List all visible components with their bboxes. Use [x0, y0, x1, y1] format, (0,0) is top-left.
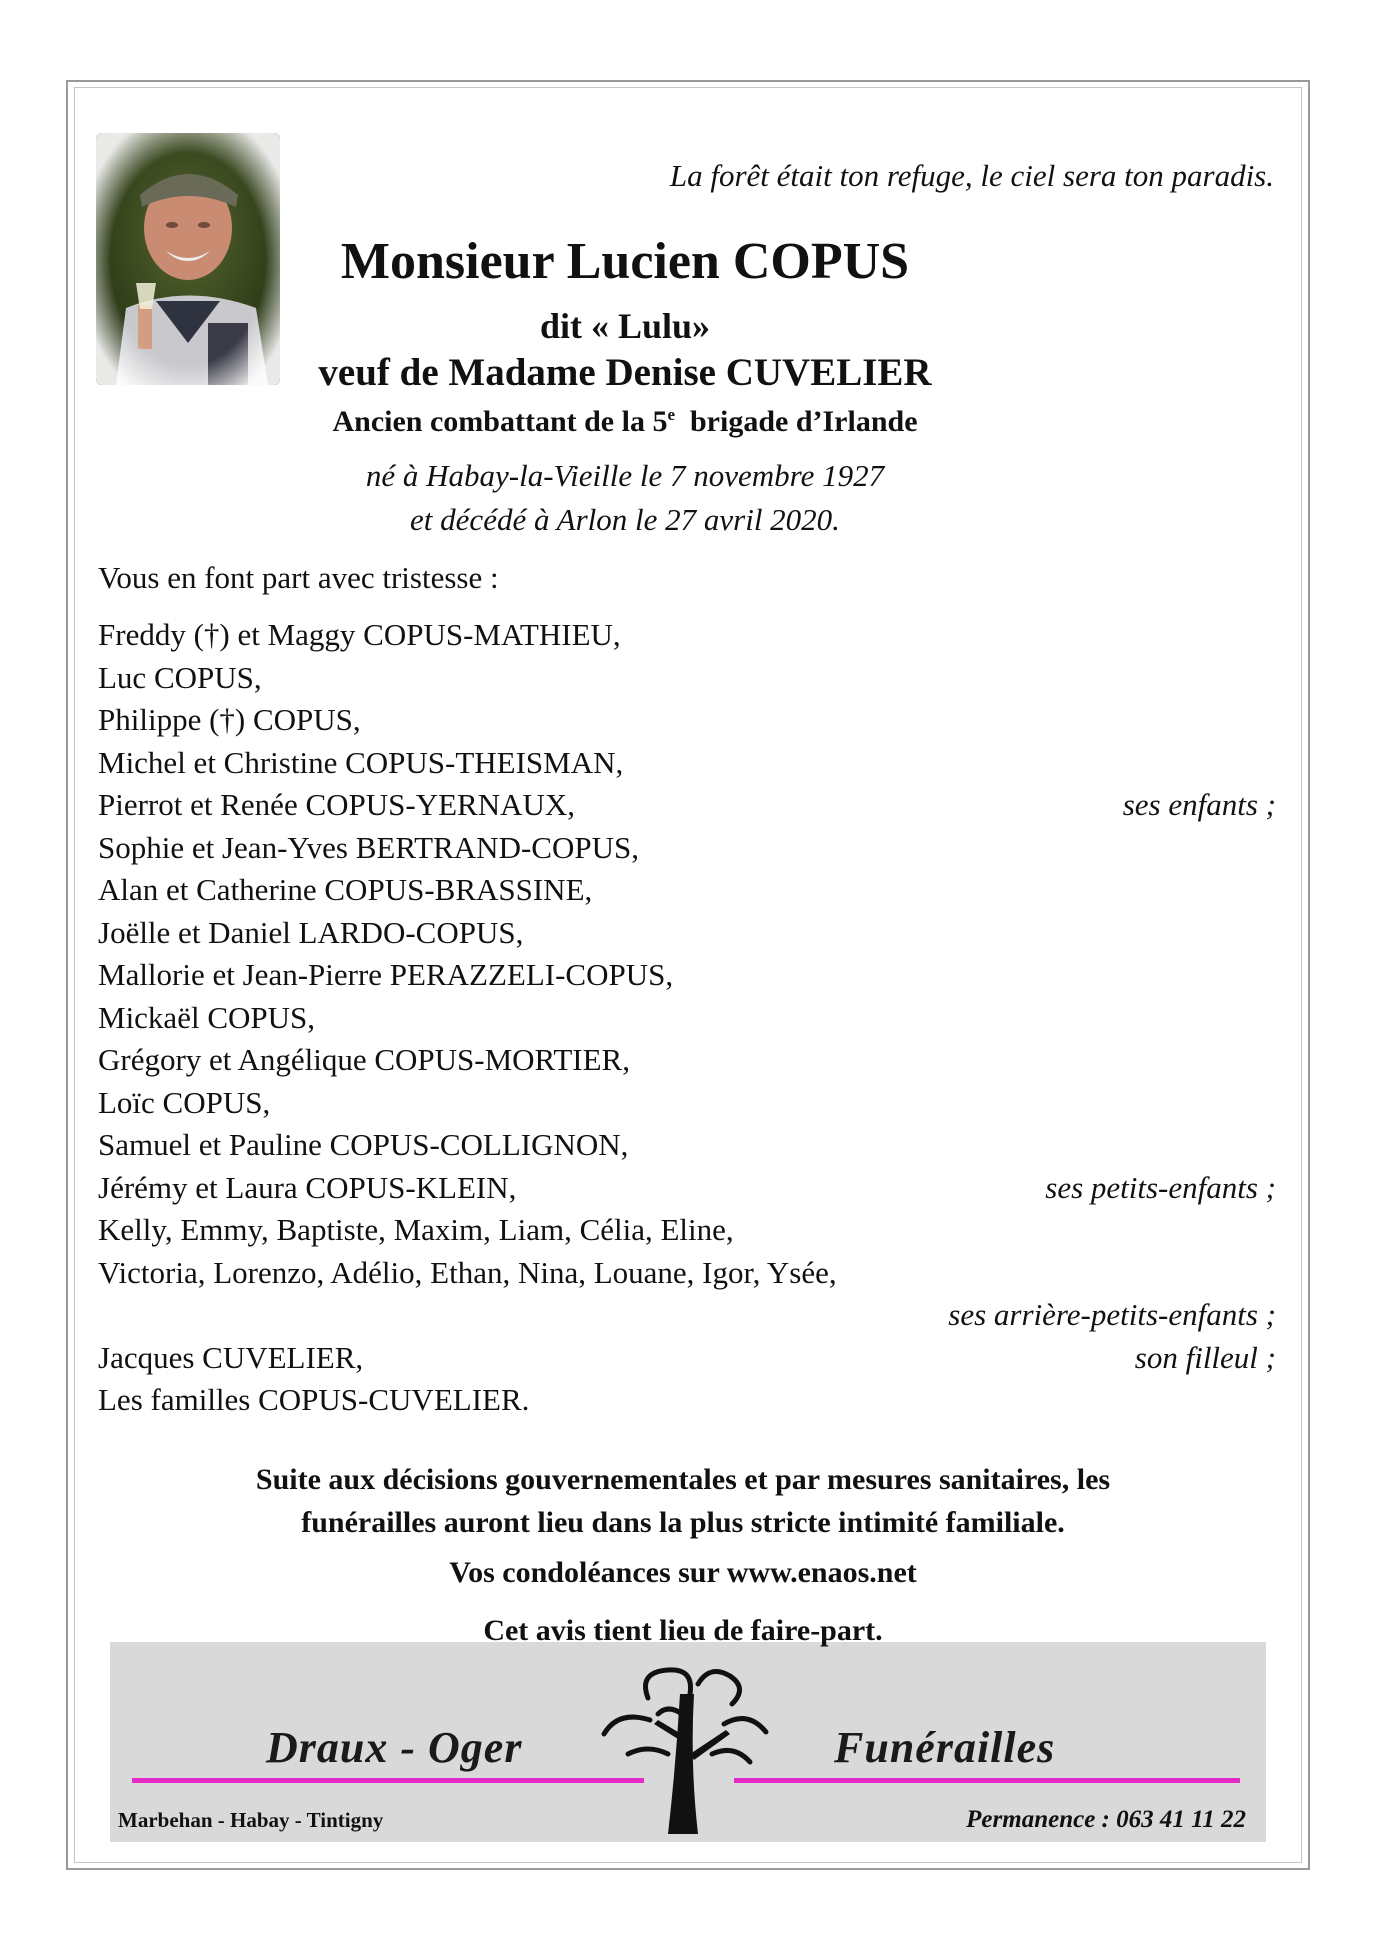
motto: La forêt était ton refuge, le ciel sera ton paradis. — [669, 158, 1274, 193]
veteran-line — [0, 405, 1314, 439]
family-row — [98, 1337, 1276, 1380]
locations: Marbehan - Habay - Tintigny — [118, 1808, 384, 1832]
family-names: Mallorie et Jean-Pierre PERAZZELI-COPUS, — [98, 957, 674, 992]
family-role: ses petits-enfants ; — [1045, 1169, 1276, 1205]
family-names: Philippe (†) COPUS, — [98, 702, 361, 737]
family-row — [98, 784, 1276, 827]
family-list — [98, 614, 1276, 1422]
family-row — [98, 657, 1276, 700]
death-line: et décédé à Arlon le 27 avril 2020. — [410, 502, 840, 537]
funeral-home-banner — [110, 1642, 1266, 1842]
family-names: Joëlle et Daniel LARDO-COPUS, — [98, 914, 524, 950]
family-names: Jacques CUVELIER, — [98, 1339, 364, 1375]
family-row — [98, 1124, 1276, 1167]
family-role: ses arrière-petits-enfants ; — [948, 1297, 1276, 1332]
family-row — [98, 1252, 1276, 1295]
family-names: Victoria, Lorenzo, Adélio, Ethan, Nina, Louane, Igor, Ysée, — [98, 1254, 837, 1290]
family-names: Kelly, Emmy, Baptiste, Maxim, Liam, Célia, Eline, — [98, 1212, 734, 1247]
sanitary-notice — [0, 1458, 1372, 1544]
family-names: Les familles COPUS-CUVELIER. — [98, 1382, 530, 1417]
family-row — [98, 1039, 1276, 1082]
condolences-line: Vos condoléances sur www.enaos.net — [449, 1556, 917, 1589]
family-row — [98, 1379, 1276, 1422]
family-names: Samuel et Pauline COPUS-COLLIGNON, — [98, 1127, 629, 1162]
family-names: Loïc COPUS, — [98, 1084, 271, 1120]
avis-line: Cet avis tient lieu de faire-part. — [483, 1614, 883, 1647]
veteran-superscript: e — [667, 405, 675, 424]
family-row — [98, 912, 1276, 955]
family-role: son filleul ; — [1134, 1339, 1276, 1375]
deceased-name: Monsieur Lucien COPUS — [340, 233, 910, 290]
family-row — [98, 997, 1276, 1040]
family-row — [98, 699, 1276, 742]
nickname: dit « Lulu» — [539, 306, 711, 346]
notice-line-1: Suite aux décisions gouvernementales et par mesures sanitaires, les — [255, 1463, 1111, 1496]
accent-line-left — [132, 1778, 644, 1783]
family-row — [98, 1209, 1276, 1252]
widow-of: veuf de Madame Denise CUVELIER — [318, 351, 932, 394]
permanence-phone: Permanence : 063 41 11 22 — [966, 1806, 1246, 1833]
family-row — [98, 1294, 1276, 1337]
family-row — [98, 1167, 1276, 1210]
family-row — [98, 954, 1276, 997]
veteran-prefix: Ancien combattant de la 5 — [332, 405, 668, 438]
family-names: Sophie et Jean-Yves BERTRAND-COPUS, — [98, 829, 639, 865]
family-role: ses enfants ; — [1122, 787, 1276, 822]
family-names: Jérémy et Laura COPUS-KLEIN, — [98, 1169, 517, 1205]
family-row — [98, 827, 1276, 870]
family-row — [98, 614, 1276, 657]
family-names: Alan et Catherine COPUS-BRASSINE, — [98, 872, 593, 907]
family-row — [98, 1082, 1276, 1125]
family-row — [98, 869, 1276, 912]
family-names: Grégory et Angélique COPUS-MORTIER, — [98, 1042, 630, 1077]
birth-line: né à Habay-la-Vieille le 7 novembre 1927 — [365, 458, 885, 493]
notice-line-2: funérailles auront lieu dans la plus stricte intimité familiale. — [301, 1506, 1065, 1539]
accent-line-right — [734, 1778, 1240, 1783]
family-names: Mickaël COPUS, — [98, 999, 315, 1035]
family-names: Michel et Christine COPUS-THEISMAN, — [98, 744, 624, 780]
intro-text: Vous en font part avec tristesse : — [98, 560, 499, 595]
family-row — [98, 742, 1276, 785]
family-names: Luc COPUS, — [98, 659, 262, 695]
veteran-suffix: brigade d’Irlande — [675, 405, 918, 438]
family-names: Pierrot et Renée COPUS-YERNAUX, — [98, 787, 576, 822]
family-names: Freddy (†) et Maggy COPUS-MATHIEU, — [98, 617, 621, 652]
tree-icon — [598, 1654, 778, 1843]
brand-name-right: Funérailles — [834, 1723, 1056, 1772]
brand-name-left: Draux - Oger — [266, 1723, 523, 1772]
